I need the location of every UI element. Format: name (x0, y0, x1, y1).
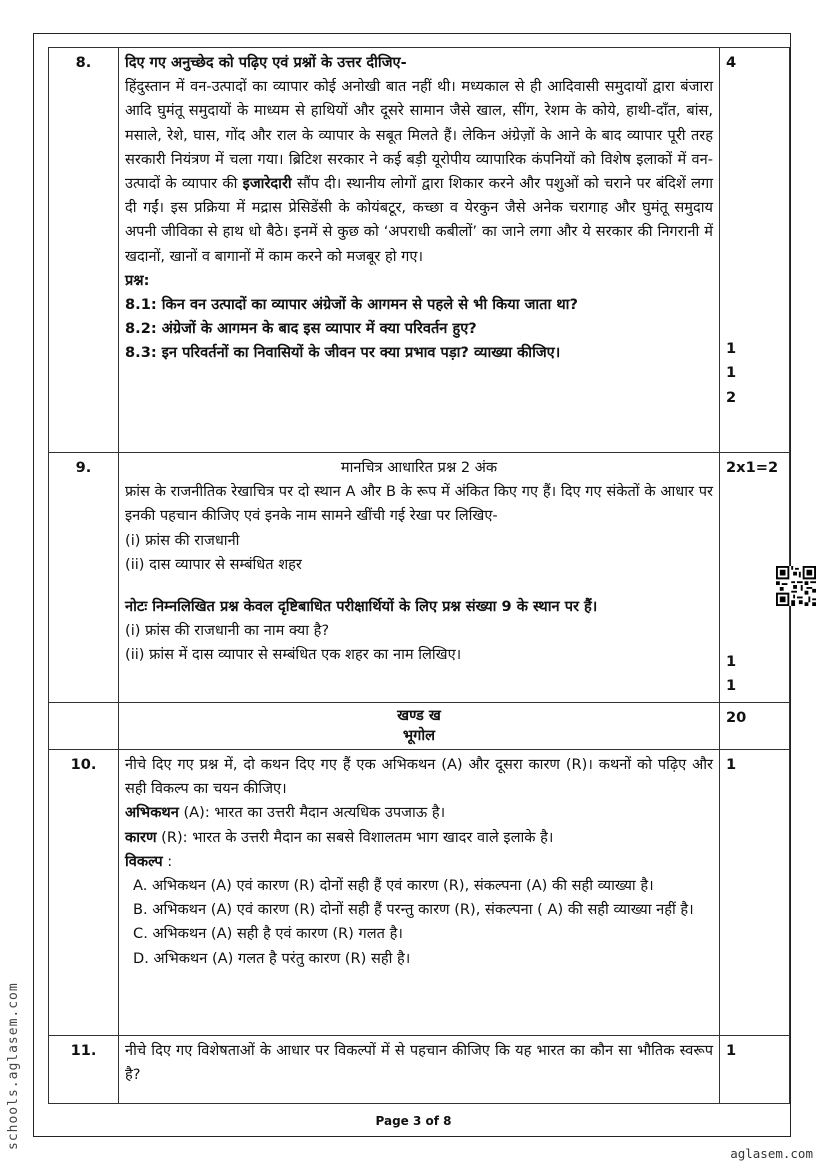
side-watermark: schools.aglasem.com (6, 982, 21, 1150)
question-number: 9. (49, 453, 119, 703)
question-number: 8. (49, 48, 119, 453)
marks-sub: 1 (726, 340, 737, 358)
assertion (125, 801, 713, 825)
reason-label: कारण (125, 828, 157, 846)
passage-text: हिंदुस्तान में वन-उत्पादों का व्यापार कोई अनोखी बात नहीं थी। मध्यकाल से ही आदिवासी समुदायों द्वारा बंजारा आदि घुमंतू समुदायों के माध्यम से हाथियों और दूसरे सामान जैसे खाल, सींग, रेशम के कोये, हाथी-दाँत, बांस, मसाले, रेशे, घास, गोंद और राल के व्यापार के सबूत मिलते हैं। लेकिन अंग्रेज़ों के आने के बाद व्यापार पूरी तरह सरकारी नियंत्रण में चला गया। ब्रिटिश सरकार ने कई बड़ी यूरोपीय व्यापारिक कंपनियों को विशेष इलाकों में वन-उत्पादों के व्यापार की (125, 78, 713, 193)
passage (125, 75, 713, 269)
option-d: D. अभिकथन (A) गलत है परंतु कारण (R) सही है। (133, 949, 411, 967)
question-text: नीचे दिए गए प्रश्न में, दो कथन दिए गए हैं एक अभिकथन (A) और दूसरा कारण (R)। कथनों को पढ़िए और सही विकल्प का चयन कीजिए। (125, 756, 713, 798)
section-subtitle: भूगोल (402, 727, 436, 744)
sub-item: (i) फ्रांस की राजधानी (125, 531, 240, 549)
assertion-text: (A): भारत का उत्तरी मैदान अत्यधिक उपजाऊ है। (178, 804, 446, 822)
sub-item: (i) फ्रांस की राजधानी का नाम क्या है? (125, 622, 330, 640)
question-heading: दिए गए अनुच्छेद को पढ़िए एवं प्रश्नों के उत्तर दीजिए- (125, 54, 407, 71)
option-b: B. अभिकथन (A) एवं कारण (R) दोनों सही हैं परन्तु कारण (R), संकल्पना ( A) की सही व्याख्या नहीं है। (133, 901, 694, 919)
option-c: C. अभिकथन (A) सही है एवं कारण (R) गलत है। (133, 925, 403, 943)
marks-sub: 1 (726, 653, 737, 671)
options-label: विकल्प (125, 852, 163, 870)
question-content (119, 1036, 720, 1104)
sub-question: 8.2: अंग्रेजों के आगमन के बाद इस व्यापार में क्या परिवर्तन हुए? (125, 320, 477, 338)
marks-cell: 20 (720, 703, 790, 750)
question-11-row (49, 1036, 790, 1104)
section-row (49, 703, 790, 750)
question-content (119, 453, 720, 703)
marks-sub: 2 (726, 388, 737, 406)
sub-question: 8.1: किन वन उत्पादों का व्यापार अंग्रेजों के आगमन से पहले से भी किया जाता था? (125, 296, 578, 314)
reason (125, 826, 713, 850)
passage-text: सौंप दी। स्थानीय लोगों द्वारा शिकार करने और पशुओं को चराने पर बंदिशें लगा दी गईं। इस प्रक्रिया में मद्रास प्रेसिडेंसी के कोयंबटूर, कच्छा व येरकुन जैसे अनेक चरागाह और घुमंतू समुदाय अपनी जीविका से हाथ धो बैठे। इनमें से कुछ को ‘अपराधी कबीलों’ का जाने लगा और ये सरकार की निगरानी में खदानों, खानों व बागानों में काम करने को मजबूर हो गए। (125, 175, 713, 265)
question-content (119, 750, 720, 1036)
marks-cell: 1 (720, 750, 790, 1036)
marks-sub: 1 (726, 364, 737, 382)
options-heading: विकल्प : (125, 852, 173, 870)
question-text: फ्रांस के राजनीतिक रेखाचित्र पर दो स्थान A और B के रूप में अंकित किए गए हैं। दिए गए संकेतों के आधार पर इनकी पहचान कीजिए एवं इनके नाम सामने खींची गई रेखा पर लिखिए- (125, 483, 713, 525)
question-number: 10. (49, 750, 119, 1036)
question-heading: मानचित्र आधारित प्रश्न 2 अंक (340, 459, 498, 476)
section-title: खण्ड ख (397, 707, 441, 724)
question-9-row (49, 453, 790, 703)
marks-cell: 1 (720, 1036, 790, 1104)
question-text: नीचे दिए गए विशेषताओं के आधार पर विकल्पों में से पहचान कीजिए कि यह भारत का कौन सा भौतिक स्वरूप है? (125, 1042, 713, 1084)
qr-code-icon (776, 566, 816, 606)
option-a: A. अभिकथन (A) एवं कारण (R) दोनों सही हैं एवं कारण (R), संकल्पना (A) की सही व्याख्या है। (133, 877, 654, 895)
question-10-row (49, 750, 790, 1036)
question-content (119, 48, 720, 453)
question-number: 11. (49, 1036, 119, 1104)
assertion-label: अभिकथन (125, 804, 179, 822)
question-table (48, 47, 790, 1104)
marks-sub: 1 (726, 677, 737, 695)
questions-label: प्रश्न: (125, 271, 150, 289)
question-8-row (49, 48, 790, 453)
sub-item: (ii) दास व्यापार से सम्बंधित शहर (125, 555, 302, 573)
passage-bold-term: इजारेदारी (242, 175, 292, 193)
page-number: Page 3 of 8 (375, 1114, 452, 1128)
sub-question: 8.3: इन परिवर्तनों का निवासियों के जीवन पर क्या प्रभाव पड़ा? व्याख्या कीजिए। (125, 344, 561, 362)
marks-cell (720, 48, 790, 453)
marks-total: 4 (726, 54, 737, 71)
brand-watermark: aglasem.com (730, 1146, 813, 1161)
marks-total: 2x1=2 (726, 459, 779, 476)
note: नोटः निम्नलिखित प्रश्न केवल दृष्टिबाधित परीक्षार्थियों के लिए प्रश्न संख्या 9 के स्थान पर हैं। (125, 598, 598, 616)
sub-item: (ii) फ्रांस में दास व्यापार से सम्बंधित एक शहर का नाम लिखिए। (125, 646, 462, 664)
section-heading (119, 703, 720, 750)
reason-text: (R): भारत के उत्तरी मैदान का सबसे विशालतम भाग खादर वाले इलाके है। (156, 828, 554, 846)
